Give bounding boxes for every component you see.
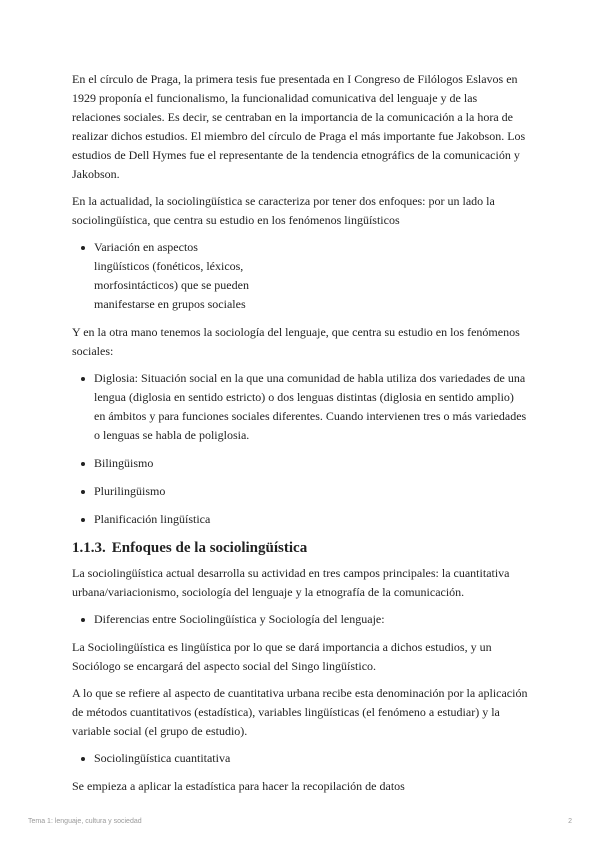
- list-item: Sociolingüística cuantitativa: [94, 749, 528, 768]
- page-footer: [28, 812, 572, 831]
- paragraph-sociology-of-language: Y en la otra mano tenemos la sociología del lenguaje, que centra su estudio en los fenómenos sociales:: [72, 325, 520, 358]
- footer-title: Tema 1: lenguaje, cultura y sociedad: [28, 818, 142, 825]
- section-title: Enfoques de la sociolingüística: [111, 540, 308, 556]
- list-item: Diglosia: Situación social en la que una comunidad de habla utiliza dos variedades de una lengua (diglosia en sentido estricto) o dos lenguas distintas (diglosia en sentido amplio) en ámbitos y para funciones sociales diferentes. Cuando intervienen tres o más variedades o lenguas se habla de poliglosia.: [94, 369, 528, 445]
- list-social-phenomena: [72, 369, 528, 529]
- list-differences: [72, 610, 528, 629]
- paragraph-urban-quantitative: A lo que se refiere al aspecto de cuantitativa urbana recibe esta denominación por la aplicación de métodos cuantitativos (estadística), variables lingüísticas (el fenómeno a estudiar) y la variable social (el grupo de estudio).: [72, 686, 528, 738]
- section-heading: [72, 538, 528, 558]
- list-linguistic-phenomena: [72, 238, 528, 314]
- list-item: Planificación lingüística: [94, 510, 528, 529]
- paragraph-prague-circle: En el círculo de Praga, la primera tesis fue presentada en I Congreso de Filólogos Eslavos en 1929 proponía el funcionalismo, la funcionalidad comunicativa del lenguaje y de las relaciones sociales. Es decir, se centraban en la importancia de la comunicación a la hora de realizar dichos estudios. El miembro del círculo de Praga el más importante fue Jakobson. Los estudios de Dell Hymes fue el representante de la tendencia etnográfics de la comunicación y Jakobson.: [72, 72, 526, 181]
- paragraph-sociolinguistics-is-linguistics: La Sociolingüística es lingüística por lo que se dará importancia a dichos estudios, y un Sociólogo se encargará del aspecto social del Singo lingüístico.: [72, 640, 492, 673]
- paragraph-statistics: Se empieza a aplicar la estadística para hacer la recopilación de datos: [72, 779, 405, 793]
- page-number: 2: [568, 818, 572, 825]
- section-number: 1.1.3.: [72, 540, 106, 556]
- paragraph-two-approaches: En la actualidad, la sociolingüística se caracteriza por tener dos enfoques: por un lado la sociolingüística, que centra su estudio en los fenómenos lingüísticos: [72, 194, 495, 227]
- paragraph-three-fields: La sociolingüística actual desarrolla su actividad en tres campos principales: la cuantitativa urbana/variacionismo, sociología del lenguaje y la etnografía de la comunicación.: [72, 566, 510, 599]
- list-item: Variación en aspectos lingüísticos (fonéticos, léxicos, morfosintácticos) que se pueden manifestarse en grupos sociales: [94, 238, 254, 314]
- list-item: Bilingüismo: [94, 454, 528, 473]
- list-item: Plurilingüismo: [94, 482, 528, 501]
- page-content: [72, 70, 528, 804]
- list-item: Diferencias entre Sociolingüística y Sociología del lenguaje:: [94, 610, 528, 629]
- list-quantitative: [72, 749, 528, 768]
